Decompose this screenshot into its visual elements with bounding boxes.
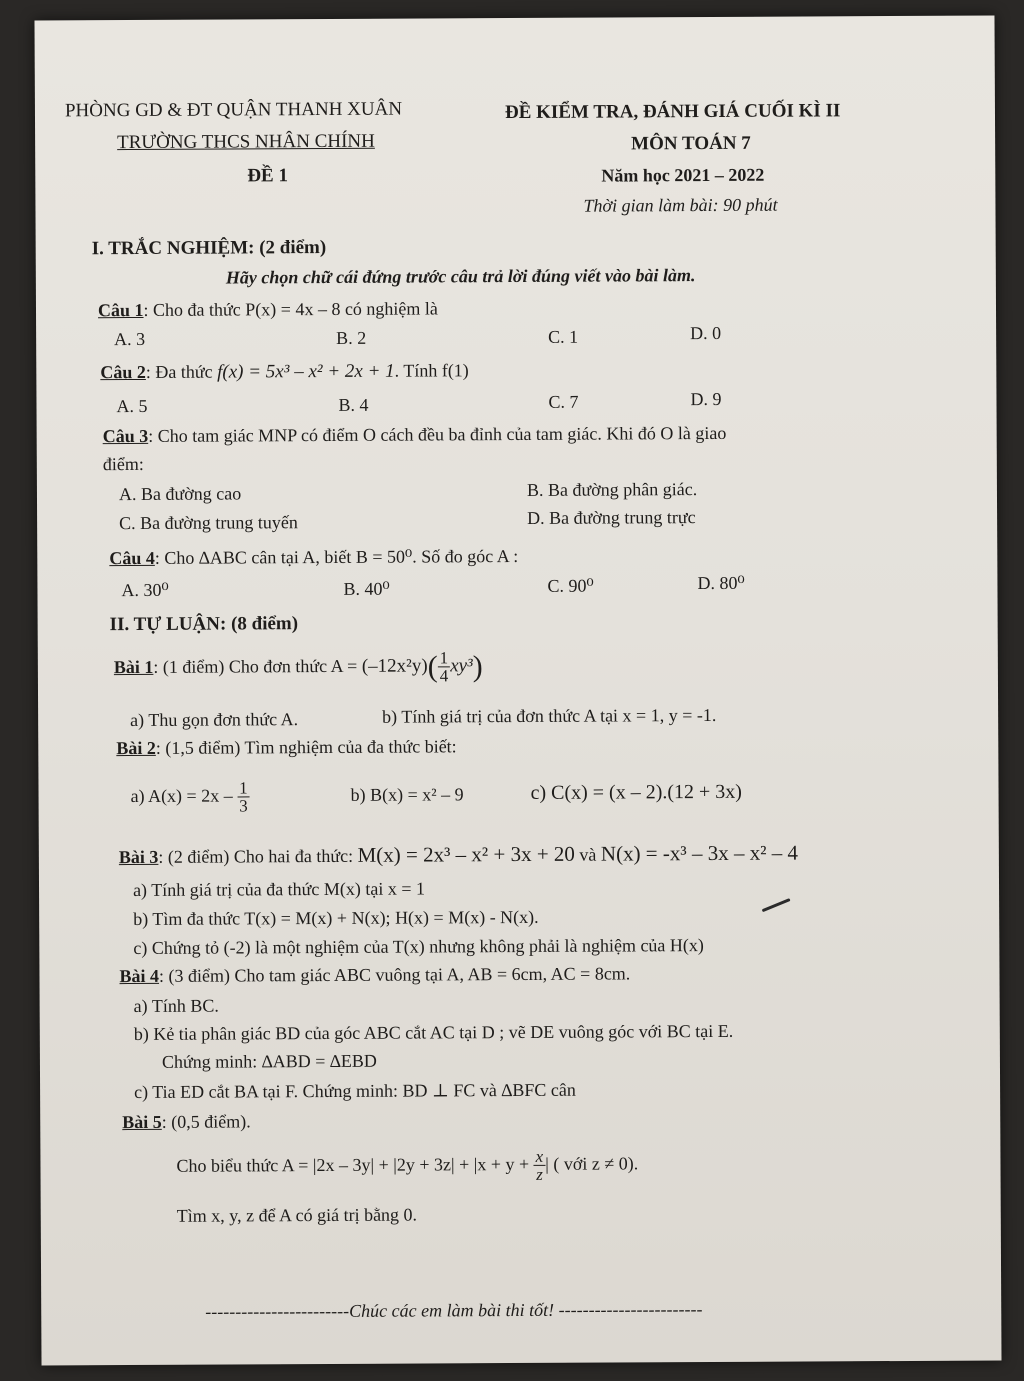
q3-option-c: C. Ba đường trung tuyến — [119, 512, 298, 534]
q2-option-c: C. 7 — [548, 391, 579, 412]
problem-4: Bài 4: (3 điểm) Cho tam giác ABC vuông tại A, AB = 6cm, AC = 8cm. — [119, 963, 631, 987]
header-department: PHÒNG GD & ĐT QUẬN THANH XUÂN — [64, 98, 403, 122]
header-exam-title: ĐỀ KIỂM TRA, ĐÁNH GIÁ CUỐI KÌ II — [504, 100, 841, 124]
q1-option-d: D. 0 — [690, 322, 722, 344]
problem-1-a: a) Thu gọn đơn thức A. — [130, 709, 299, 731]
q4-option-d: D. 80⁰ — [697, 572, 745, 594]
question-2: Câu 2: Đa thức f(x) = 5x³ – x² + 2x + 1. Tính f(1) — [100, 360, 469, 383]
q4-option-c: C. 90⁰ — [547, 575, 594, 596]
problem-4-a: a) Tính BC. — [133, 995, 219, 1017]
q4-option-b: B. 40⁰ — [343, 578, 390, 599]
problem-4-b: b) Kẻ tia phân giác BD của góc ABC cắt AC tại D ; vẽ DE vuông góc với BC tại E. — [133, 1020, 734, 1045]
header-subject: MÔN TOÁN 7 — [631, 132, 751, 155]
problem-1: Bài 1: (1 điểm) Cho đơn thức A = (–12x²y)( $\frac{1}{4}$ xy³) — [113, 647, 483, 686]
problem-4-c: c) Tia ED cắt BA tại F. Chứng minh: BD ⊥ FC và ∆BFC cân — [134, 1079, 576, 1103]
problem-1-b: b) Tính giá trị của đơn thức A tại x = 1, y = -1. — [382, 704, 717, 727]
footer-wish: ------------------------Chúc các em làm bài thi tốt! ------------------------ — [205, 1299, 703, 1322]
q3-option-d: D. Ba đường trung trực — [527, 507, 696, 528]
header-exam-code: ĐỀ 1 — [247, 165, 289, 187]
problem-3-a: a) Tính giá trị của đa thức M(x) tại x = 1 — [132, 878, 426, 901]
problem-2-a: a) A(x) = 2x – $\frac{1}{3}$ — [130, 777, 248, 816]
question-3-cont: điểm: — [102, 453, 144, 475]
section-1-instruction: Hãy chọn chữ cái đứng trước câu trả lời đúng viết vào bài làm. — [225, 265, 696, 288]
question-1: Câu 1: Cho đa thức P(x) = 4x – 8 có nghiệm là — [97, 298, 438, 321]
q2-option-b: B. 4 — [338, 394, 369, 415]
header-school: TRƯỜNG THCS NHÂN CHÍNH — [117, 130, 375, 154]
problem-3-c: c) Chứng tỏ (-2) là một nghiệm của T(x) nhưng không phải là nghiệm của H(x) — [133, 935, 704, 959]
problem-5-task: Tìm x, y, z để A có giá trị bằng 0. — [176, 1204, 418, 1226]
header-school-year: Năm học 2021 – 2022 — [601, 164, 765, 186]
section-2-title: II. TỰ LUẬN: (8 điểm) — [109, 613, 299, 636]
exam-sheet — [34, 15, 1001, 1365]
problem-4-b-proof: Chứng minh: ∆ABD = ∆EBD — [161, 1050, 377, 1072]
q1-option-c: C. 1 — [548, 326, 579, 347]
problem-2: Bài 2: (1,5 điểm) Tìm nghiệm của đa thức biết: — [116, 736, 457, 759]
q1-option-a: A. 3 — [114, 328, 146, 350]
q1-option-b: B. 2 — [336, 327, 367, 348]
q3-option-a: A. Ba đường cao — [118, 483, 242, 505]
problem-2-b: b) B(x) = x² – 9 — [350, 784, 464, 805]
section-1-title: I. TRẮC NGHIỆM: (2 điểm) — [91, 236, 327, 260]
q2-option-a: A. 5 — [116, 395, 148, 417]
pen-mark — [762, 898, 791, 912]
problem-3: Bài 3: (2 điểm) Cho hai đa thức: M(x) = 2x³ – x² + 3x + 20 và N(x) = -x³ – 3x – x² – 4 — [118, 840, 799, 868]
problem-3-b: b) Tìm đa thức T(x) = M(x) + N(x); H(x) = M(x) - N(x). — [133, 906, 539, 930]
q4-option-a: A. 30⁰ — [121, 579, 169, 601]
q2-option-d: D. 9 — [690, 388, 722, 410]
problem-5: Bài 5: (0,5 điểm). — [122, 1111, 251, 1133]
problem-5-expression: Cho biểu thức A = |2x – 3y| + |2y + 3z| + |x + y + $\frac{x}{z}$ | ( với z ≠ 0). — [176, 1146, 639, 1185]
question-4: Câu 4: Cho ∆ABC cân tại A, biết B = 50⁰. Số đo góc A : — [109, 545, 519, 569]
header-duration: Thời gian làm bài: 90 phút — [583, 194, 778, 216]
question-3: Câu 3: Cho tam giác MNP có điểm O cách đều ba đỉnh của tam giác. Khi đó O là giao — [102, 422, 727, 447]
q3-option-b: B. Ba đường phân giác. — [526, 479, 698, 500]
problem-2-c: c) C(x) = (x – 2).(12 + 3x) — [530, 780, 742, 804]
